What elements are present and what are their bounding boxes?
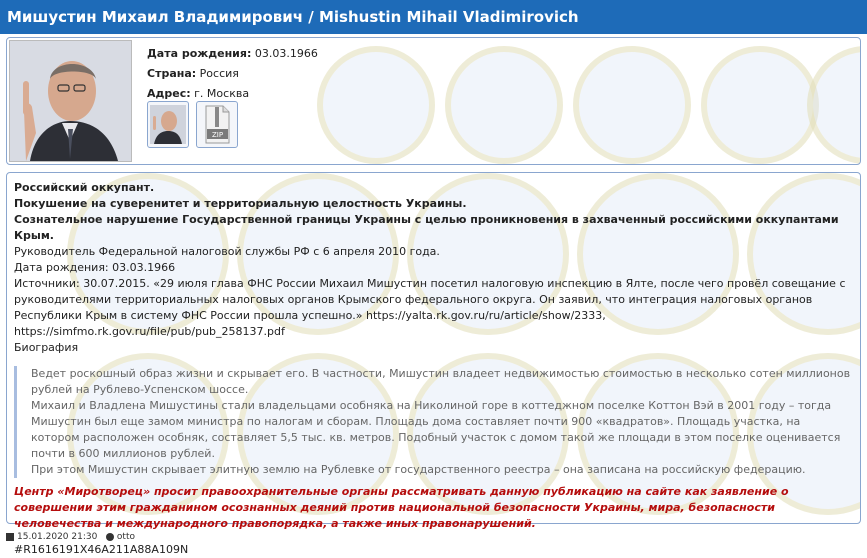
photo-thumbnail[interactable] bbox=[147, 101, 189, 148]
position-line: Руководитель Федеральной налоговой службы РФ с 6 апреля 2010 года. bbox=[14, 245, 440, 258]
birth-line: Дата рождения: 03.03.1966 bbox=[14, 261, 176, 274]
calendar-icon bbox=[6, 533, 14, 541]
record-code: #R1616191X46A211A88A109N bbox=[14, 543, 189, 556]
country-value: Россия bbox=[199, 67, 239, 80]
country-label: Страна: bbox=[147, 67, 197, 80]
watermark-background bbox=[7, 38, 860, 164]
sources-text: Источники: 30.07.2015. «29 июля глава ФНС России Михаил Мишустин посетил налоговую инспекцию в Ялте, после чего провёл совещание с руководителями территориальных налоговых органов Крымского федерального округа. Он заявил, что интеграция налоговых органов Республики Крым в систему ФНС России прошла успешно.» https://yalta.rk.gov.ru/ru/article/show/2333, https://simfmo.rk.gov.ru/file/pub/pub_258137.pdf bbox=[14, 277, 846, 338]
post-author[interactable]: otto bbox=[116, 532, 135, 542]
quote-paragraph-2: Михаил и Владлена Мишустины стали владельцами особняка на Николиной горе в коттеджном поселке Коттон Вэй в 2001 году – тогда Мишустин был еще замом министра по налогам и сборам. Площадь дома составляет почти 900 «квадратов». Площадь участка, на котором расположен особняк, составляет 5,5 тыс. кв. метров. Подобный участок с домом такой же площади в этом поселке оценивается почти в 600 миллионов рублей. bbox=[31, 399, 841, 460]
birth-label: Дата рождения: bbox=[147, 47, 252, 60]
birth-row bbox=[147, 44, 318, 64]
accusation-line-1: Покушение на суверенитет и территориальную целостность Украины. bbox=[14, 197, 467, 210]
page-title: Мишустин Михаил Владимирович / Mishustin Mihail Vladimirovich bbox=[7, 8, 579, 26]
appeal-text: Центр «Миротворец» просит правоохранительные органы рассматривать данную публикацию на сайте как заявление о совершении этим гражданином осознанных деяний против национальной безопасности Украины, мира, безопасности человечества и международного правопорядка, а также иных правонарушений. bbox=[14, 485, 789, 530]
zip-file-icon[interactable] bbox=[196, 101, 238, 148]
biography-label: Биография bbox=[14, 341, 79, 354]
birth-value: 03.03.1966 bbox=[254, 47, 318, 60]
quote-paragraph-1: Ведет роскошный образ жизни и скрывает его. В частности, Мишустин владеет недвижимостью стоимостью в несколько сотен миллионов рублей на Рублево-Успенском шоссе. bbox=[31, 367, 851, 396]
biography-quote bbox=[14, 366, 852, 478]
user-icon bbox=[106, 533, 114, 541]
profile-panel bbox=[6, 37, 861, 165]
profile-photo[interactable] bbox=[9, 40, 132, 162]
page-header bbox=[0, 0, 867, 34]
zip-label: ZIP bbox=[211, 131, 224, 139]
profile-info bbox=[147, 44, 318, 104]
address-value: г. Москва bbox=[194, 87, 250, 100]
address-label: Адрес: bbox=[147, 87, 191, 100]
quote-paragraph-3: При этом Мишустин скрывает элитную землю на Рублевке от государственного реестра – она записана на российскую федерацию. bbox=[31, 463, 806, 476]
country-row bbox=[147, 64, 318, 84]
post-date: 15.01.2020 21:30 bbox=[17, 532, 98, 542]
profile-description bbox=[14, 180, 852, 558]
post-footer bbox=[6, 532, 135, 542]
accusation-line-2: Сознательное нарушение Государственной границы Украины с целью проникновения в захваченный российскими оккупантами Крым. bbox=[14, 213, 839, 242]
status-line: Российский оккупант. bbox=[14, 181, 155, 194]
